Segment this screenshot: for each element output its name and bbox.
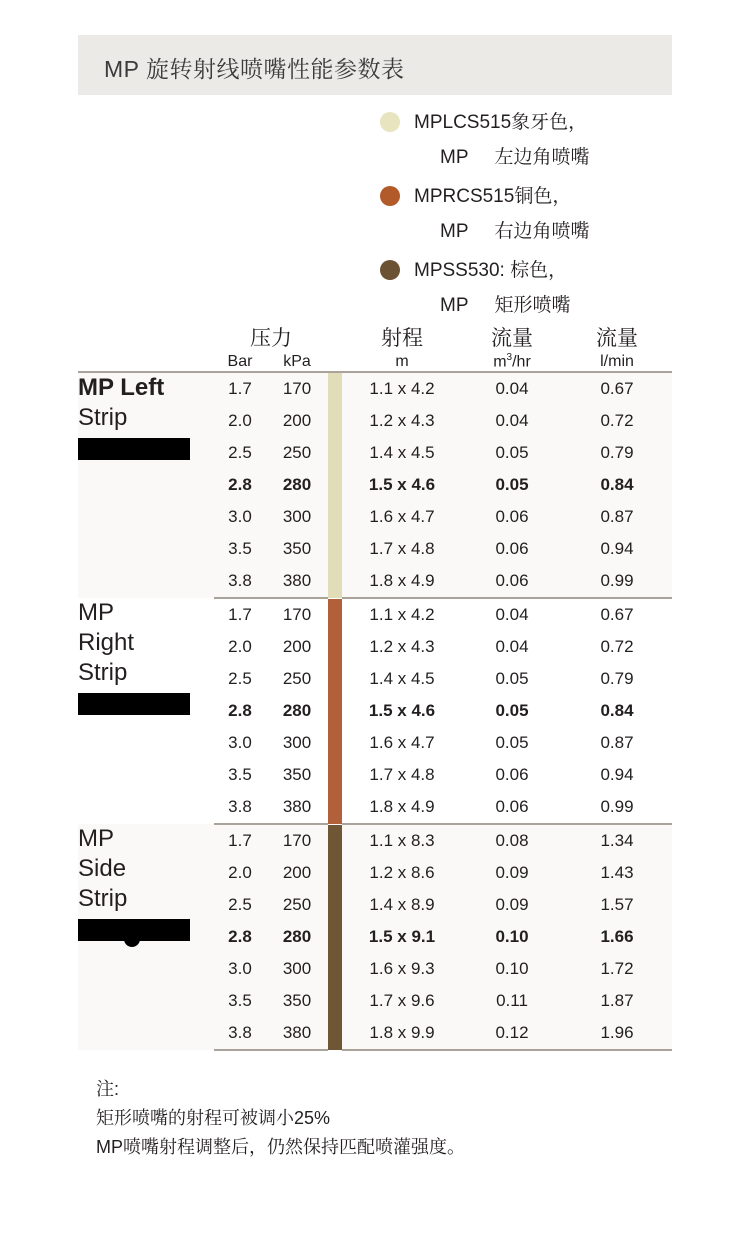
section-name-line: Strip bbox=[78, 885, 128, 913]
cell-range: 1.2 x 8.6 bbox=[369, 863, 435, 883]
cell-kpa: 280 bbox=[282, 701, 312, 721]
performance-table-wrap bbox=[78, 322, 672, 1051]
section-color-strip-right bbox=[328, 598, 342, 824]
cell-lmin: 0.67 bbox=[562, 372, 672, 405]
cell-kpa: 380 bbox=[266, 791, 328, 824]
unit-hr: /hr bbox=[512, 353, 531, 371]
performance-table bbox=[78, 322, 672, 1051]
table-row bbox=[78, 372, 672, 405]
cell-range: 1.1 x 8.3 bbox=[369, 831, 435, 851]
notes-title: 注: bbox=[96, 1079, 120, 1099]
cell-range: 1.7 x 4.8 bbox=[369, 765, 435, 785]
cell-bar: 3.8 bbox=[214, 1017, 266, 1050]
cell-kpa: 380 bbox=[266, 565, 328, 598]
notes-line-1: 矩形喷嘴的射程可被调小25% bbox=[96, 1108, 331, 1128]
cell-bar: 2.8 bbox=[228, 927, 252, 947]
cell-range: 1.1 x 4.2 bbox=[342, 372, 462, 405]
cell-m3hr: 0.05 bbox=[495, 701, 529, 721]
legend-sub-prefix: MP bbox=[440, 221, 469, 242]
cell-m3hr: 0.10 bbox=[495, 959, 529, 979]
section-name-cell-right bbox=[78, 598, 214, 824]
legend-color-dot-brown bbox=[380, 260, 400, 280]
table-row bbox=[78, 598, 672, 631]
cell-kpa: 250 bbox=[282, 895, 312, 915]
cell-m3hr: 0.06 bbox=[462, 791, 562, 824]
section-name-line: Side bbox=[78, 855, 127, 883]
cell-kpa: 200 bbox=[282, 863, 312, 883]
cell-kpa: 200 bbox=[282, 637, 312, 657]
cell-bar: 3.5 bbox=[228, 991, 252, 1011]
legend-item-mprcs515 bbox=[380, 179, 680, 249]
cell-kpa: 350 bbox=[282, 765, 312, 785]
table-header-units bbox=[78, 352, 672, 372]
header-unit-kpa: kPa bbox=[283, 352, 311, 370]
cell-bar: 3.0 bbox=[228, 733, 252, 753]
cell-range: 1.8 x 9.9 bbox=[342, 1017, 462, 1050]
header-unit-strip-spacer bbox=[328, 352, 342, 372]
cell-m3hr: 0.06 bbox=[462, 565, 562, 598]
cell-kpa: 280 bbox=[282, 927, 312, 947]
cell-m3hr: 0.05 bbox=[495, 475, 529, 495]
cell-m3hr: 0.05 bbox=[495, 443, 529, 463]
cell-range: 1.4 x 4.5 bbox=[369, 443, 435, 463]
cell-bar: 2.8 bbox=[228, 701, 252, 721]
header-unit-lmin: l/min bbox=[600, 352, 634, 370]
legend-item-label: MPLCS515象牙色， bbox=[414, 112, 588, 133]
cell-bar: 2.8 bbox=[228, 475, 252, 495]
cell-lmin: 0.72 bbox=[600, 637, 634, 657]
cell-lmin: 1.57 bbox=[600, 895, 634, 915]
cell-bar: 3.0 bbox=[228, 507, 252, 527]
section-color-strip-side bbox=[328, 824, 342, 1050]
cell-lmin: 0.72 bbox=[600, 411, 634, 431]
redaction-block bbox=[78, 438, 190, 460]
cell-range: 1.2 x 4.3 bbox=[369, 411, 435, 431]
cell-kpa: 300 bbox=[282, 507, 312, 527]
cell-lmin: 1.72 bbox=[600, 959, 634, 979]
cell-m3hr: 0.06 bbox=[495, 539, 529, 559]
cell-kpa: 300 bbox=[282, 959, 312, 979]
cell-range: 1.6 x 9.3 bbox=[369, 959, 435, 979]
cell-lmin: 1.87 bbox=[600, 991, 634, 1011]
header-range: 射程 bbox=[381, 327, 423, 350]
redaction-block bbox=[78, 693, 190, 715]
header-unit-m3hr bbox=[462, 352, 562, 372]
cell-range: 1.7 x 4.8 bbox=[369, 539, 435, 559]
page-title: MP 旋转射线喷嘴性能参数表 bbox=[104, 56, 405, 82]
table-head bbox=[78, 322, 672, 372]
cell-bar: 1.7 bbox=[228, 831, 252, 851]
legend-item-label: MPRCS515铜色， bbox=[414, 186, 572, 207]
cell-kpa: 170 bbox=[266, 372, 328, 405]
cell-range: 1.6 x 4.7 bbox=[369, 733, 435, 753]
cell-bar: 2.0 bbox=[228, 637, 252, 657]
header-spacer bbox=[78, 322, 214, 352]
header-unit-bar: Bar bbox=[227, 352, 253, 370]
legend-color-dot-ivory bbox=[380, 112, 400, 132]
cell-bar: 3.5 bbox=[228, 765, 252, 785]
cell-m3hr: 0.09 bbox=[495, 895, 529, 915]
cell-range: 1.5 x 9.1 bbox=[368, 927, 436, 947]
cell-kpa: 250 bbox=[282, 669, 312, 689]
section-name-cell-side bbox=[78, 824, 214, 1050]
cell-kpa: 200 bbox=[282, 411, 312, 431]
cell-lmin: 0.67 bbox=[600, 605, 634, 625]
cell-m3hr: 0.04 bbox=[495, 411, 529, 431]
cell-m3hr: 0.09 bbox=[495, 863, 529, 883]
legend-item-mplcs515 bbox=[380, 105, 680, 175]
table-section-mp-side-strip bbox=[78, 824, 672, 1050]
legend-item-sublabel bbox=[440, 289, 680, 323]
legend-item-sublabel bbox=[440, 215, 680, 249]
cell-bar: 1.7 bbox=[214, 372, 266, 405]
cell-m3hr: 0.12 bbox=[462, 1017, 562, 1050]
cell-m3hr: 0.04 bbox=[495, 605, 529, 625]
cell-lmin: 0.84 bbox=[600, 701, 634, 721]
cell-range: 1.5 x 4.6 bbox=[368, 475, 436, 495]
cell-lmin: 0.79 bbox=[600, 669, 634, 689]
cell-m3hr: 0.06 bbox=[495, 507, 529, 527]
notes-line-2: MP喷嘴射程调整后，仍然保持匹配喷灌强度。 bbox=[96, 1137, 465, 1157]
legend-color-dot-copper bbox=[380, 186, 400, 206]
cell-lmin: 0.94 bbox=[600, 539, 634, 559]
cell-lmin: 1.43 bbox=[600, 863, 634, 883]
legend-item-sublabel bbox=[440, 141, 680, 175]
cell-bar: 3.8 bbox=[214, 791, 266, 824]
section-color-strip-left bbox=[328, 372, 342, 598]
cell-m3hr: 0.11 bbox=[496, 991, 528, 1011]
cell-m3hr: 0.05 bbox=[495, 669, 529, 689]
legend-item-mpss530 bbox=[380, 253, 680, 323]
cell-range: 1.8 x 4.9 bbox=[342, 791, 462, 824]
header-flow-lmin: 流量 bbox=[596, 327, 638, 350]
cell-kpa: 250 bbox=[282, 443, 312, 463]
cell-kpa: 300 bbox=[282, 733, 312, 753]
unit-sup: 3 bbox=[506, 352, 513, 363]
cell-bar: 3.0 bbox=[228, 959, 252, 979]
cell-bar: 2.0 bbox=[228, 411, 252, 431]
legend-item-label: MPSS530: 棕色， bbox=[414, 260, 568, 281]
cell-range: 1.5 x 4.6 bbox=[368, 701, 436, 721]
cell-range: 1.4 x 8.9 bbox=[369, 895, 435, 915]
cell-lmin: 0.94 bbox=[600, 765, 634, 785]
redaction-block bbox=[78, 919, 190, 941]
cell-bar: 2.5 bbox=[228, 443, 252, 463]
cell-bar: 2.5 bbox=[228, 669, 252, 689]
cell-range: 1.4 x 4.5 bbox=[369, 669, 435, 689]
cell-lmin: 0.99 bbox=[562, 565, 672, 598]
cell-range: 1.1 x 4.2 bbox=[369, 605, 435, 625]
cell-m3hr: 0.10 bbox=[495, 927, 529, 947]
legend-sub-text: 左边角喷嘴 bbox=[494, 147, 590, 168]
header-bar bbox=[78, 35, 672, 95]
cell-range: 1.7 x 9.6 bbox=[369, 991, 435, 1011]
cell-bar: 3.5 bbox=[228, 539, 252, 559]
cell-m3hr: 0.04 bbox=[495, 637, 529, 657]
cell-lmin: 1.96 bbox=[562, 1017, 672, 1050]
cell-bar: 1.7 bbox=[228, 605, 252, 625]
cell-m3hr: 0.04 bbox=[462, 372, 562, 405]
cell-range: 1.2 x 4.3 bbox=[369, 637, 435, 657]
table-section-mp-left-strip bbox=[78, 372, 672, 598]
legend-sub-prefix: MP bbox=[440, 295, 469, 316]
cell-kpa: 380 bbox=[266, 1017, 328, 1050]
cell-range: 1.6 x 4.7 bbox=[369, 507, 435, 527]
header-unit-spacer bbox=[78, 352, 214, 372]
cell-lmin: 1.66 bbox=[600, 927, 634, 947]
cell-m3hr: 0.08 bbox=[495, 831, 529, 851]
cell-bar: 2.0 bbox=[228, 863, 252, 883]
table-header-groups bbox=[78, 322, 672, 352]
cell-m3hr: 0.06 bbox=[495, 765, 529, 785]
section-name-line: MP bbox=[78, 599, 114, 627]
cell-lmin: 0.87 bbox=[600, 507, 634, 527]
cell-kpa: 170 bbox=[282, 831, 312, 851]
cell-lmin: 0.87 bbox=[600, 733, 634, 753]
cell-lmin: 0.99 bbox=[562, 791, 672, 824]
header-strip-spacer bbox=[328, 322, 342, 352]
section-name-cell-left bbox=[78, 372, 214, 598]
cell-kpa: 350 bbox=[282, 539, 312, 559]
header-pressure: 压力 bbox=[250, 327, 292, 350]
cell-lmin: 0.84 bbox=[600, 475, 634, 495]
section-name-line: Right bbox=[78, 629, 135, 657]
cell-range: 1.8 x 4.9 bbox=[342, 565, 462, 598]
header-flow-m3hr: 流量 bbox=[491, 327, 533, 350]
header-unit-m: m bbox=[395, 352, 409, 370]
section-name-line: MP Left bbox=[78, 374, 165, 402]
legend-sub-text: 矩形喷嘴 bbox=[494, 295, 571, 316]
notes-section bbox=[96, 1075, 676, 1162]
legend bbox=[380, 105, 680, 323]
cell-m3hr: 0.05 bbox=[495, 733, 529, 753]
table-row bbox=[78, 824, 672, 857]
cell-kpa: 170 bbox=[282, 605, 312, 625]
cell-bar: 2.5 bbox=[228, 895, 252, 915]
section-name-line: Strip bbox=[78, 404, 128, 432]
cell-lmin: 1.34 bbox=[600, 831, 634, 851]
unit-m: m bbox=[493, 353, 507, 371]
section-name-line: MP bbox=[78, 825, 114, 853]
cell-kpa: 280 bbox=[282, 475, 312, 495]
legend-sub-prefix: MP bbox=[440, 147, 469, 168]
cell-bar: 3.8 bbox=[214, 565, 266, 598]
table-section-mp-right-strip bbox=[78, 598, 672, 824]
legend-sub-text: 右边角喷嘴 bbox=[494, 221, 590, 242]
cell-lmin: 0.79 bbox=[600, 443, 634, 463]
cell-kpa: 350 bbox=[282, 991, 312, 1011]
section-name-line: Strip bbox=[78, 659, 128, 687]
